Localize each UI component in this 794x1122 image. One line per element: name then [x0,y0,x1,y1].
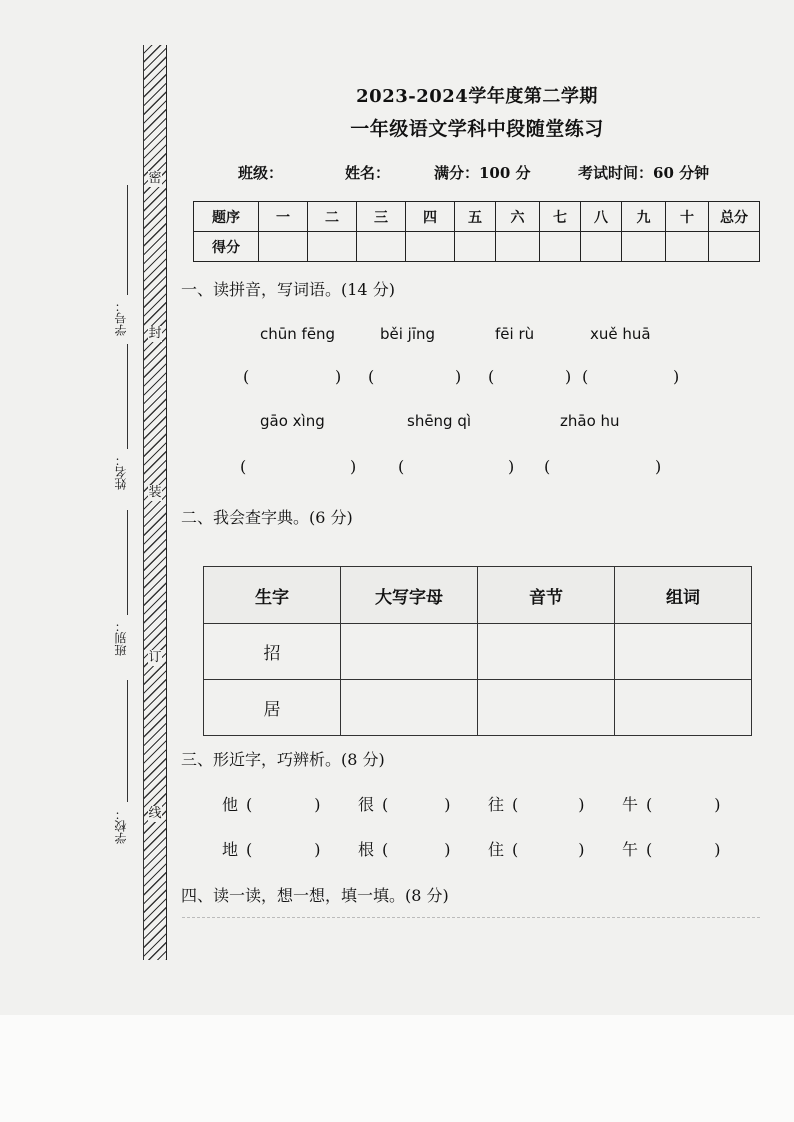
pinyin-1: chūn fēng [260,325,336,343]
answer-paren-close: ) [335,367,342,386]
answer-paren-open: ( [646,840,653,859]
answer-paren-close: ) [455,367,462,386]
dict-answer-cell[interactable] [341,680,478,736]
score-cell[interactable] [455,232,496,262]
dict-answer-cell[interactable] [341,624,478,680]
answer-paren-close: ) [444,795,451,814]
dict-header-char: 生字 [204,567,341,624]
similar-char-item [488,837,585,860]
score-cell-total[interactable] [709,232,760,262]
score-header-7: 七 [540,202,581,232]
answer-paren-close: ) [444,840,451,859]
answer-paren-open: ( [398,457,405,476]
answer-paren-open: ( [582,367,589,386]
seal-char-1: 密 [148,171,162,186]
name-label-side: 姓名： [114,454,128,490]
answer-paren-close: ) [714,840,721,859]
similar-char-item [358,792,451,815]
pinyin-6: shēng qì [407,412,472,430]
answer-paren-close: ) [565,367,572,386]
seal-char-4: 订 [148,650,162,665]
similar-char: 根 [358,840,375,859]
school-line[interactable] [127,680,128,802]
answer-paren-open: ( [382,795,389,814]
score-row-label: 得分 [194,232,259,262]
answer-paren-open: ( [246,795,253,814]
score-header-total: 总分 [709,202,760,232]
dict-header-syllable: 音节 [478,567,615,624]
seal-char-2: 封 [148,326,162,341]
pinyin-2: běi jīng [380,325,436,343]
score-cell[interactable] [581,232,622,262]
answer-paren-close: ) [508,457,515,476]
score-header-label: 题序 [194,202,259,232]
score-cell[interactable] [666,232,709,262]
section-4-heading: 四、读一读，想一想，填一填。(8 分) [181,886,449,905]
answer-paren-close: ) [578,795,585,814]
class-label-side: 班别： [114,620,128,656]
answer-paren-close: ) [578,840,585,859]
page-margin [0,1015,794,1122]
dict-header-letter: 大写字母 [341,567,478,624]
similar-char: 往 [488,795,505,814]
binding-rule [166,45,167,960]
answer-paren-open: ( [512,840,519,859]
similar-char-item [622,837,721,860]
pinyin-4: xuě huā [590,325,651,343]
similar-char-item [222,792,321,815]
similar-char-item [488,792,585,815]
answer-paren-open: ( [240,457,247,476]
answer-paren-close: ) [673,367,680,386]
similar-char: 牛 [622,795,639,814]
dict-char-cell: 招 [204,624,341,680]
class-line[interactable] [127,510,128,615]
score-table [193,201,760,262]
section-divider [182,917,760,918]
full-score: 满分：100 分 [434,164,531,182]
student-id-line[interactable] [127,185,128,295]
score-header-10: 十 [666,202,709,232]
score-cell[interactable] [496,232,540,262]
score-cell[interactable] [357,232,406,262]
answer-paren-open: ( [646,795,653,814]
answer-paren-open: ( [382,840,389,859]
dict-answer-cell[interactable] [615,680,752,736]
answer-paren-close: ) [314,795,321,814]
school-label: 学校： [114,808,128,844]
similar-char-item [622,792,721,815]
score-header-9: 九 [622,202,666,232]
answer-paren-close: ) [350,457,357,476]
pinyin-7: zhāo hu [560,412,620,430]
section-1-heading: 一、读拼音，写词语。(14 分) [181,280,395,299]
answer-paren-open: ( [488,367,495,386]
dict-answer-cell[interactable] [615,624,752,680]
dict-answer-cell[interactable] [478,680,615,736]
dictionary-table [203,566,752,736]
score-header-5: 五 [455,202,496,232]
score-header-3: 三 [357,202,406,232]
student-id-label: 学号： [114,300,128,336]
seal-char-5: 线 [148,806,162,821]
score-header-6: 六 [496,202,540,232]
similar-char: 住 [488,840,505,859]
class-label: 班级： [238,164,284,182]
title-line-2: 一年级语文学科中段随堂练习 [350,118,604,140]
pinyin-5: gāo xìng [260,412,325,430]
answer-paren-close: ) [655,457,662,476]
similar-char-item [358,837,451,860]
answer-paren-open: ( [368,367,375,386]
score-cell[interactable] [406,232,455,262]
dict-header-word: 组词 [615,567,752,624]
score-cell[interactable] [622,232,666,262]
similar-char: 很 [358,795,375,814]
answer-paren-open: ( [512,795,519,814]
name-label: 姓名： [345,164,391,182]
similar-char: 地 [222,840,239,859]
pinyin-3: fēi rù [495,325,535,343]
score-cell[interactable] [540,232,581,262]
title-line-1: 2023-2024学年度第二学期 [356,86,598,107]
score-cell[interactable] [259,232,308,262]
answer-paren-open: ( [243,367,250,386]
section-2-heading: 二、我会查字典。(6 分) [181,508,353,527]
exam-time: 考试时间：60 分钟 [578,164,710,182]
score-header-2: 二 [308,202,357,232]
similar-char-item [222,837,321,860]
score-header-4: 四 [406,202,455,232]
seal-char-3: 装 [148,485,162,500]
answer-paren-close: ) [314,840,321,859]
similar-char: 午 [622,840,639,859]
answer-paren-close: ) [714,795,721,814]
name-line[interactable] [127,344,128,449]
dict-answer-cell[interactable] [478,624,615,680]
score-cell[interactable] [308,232,357,262]
answer-paren-open: ( [246,840,253,859]
similar-char: 他 [222,795,239,814]
dict-char-cell: 居 [204,680,341,736]
answer-paren-open: ( [544,457,551,476]
score-header-1: 一 [259,202,308,232]
section-3-heading: 三、形近字，巧辨析。(8 分) [181,750,385,769]
score-header-8: 八 [581,202,622,232]
